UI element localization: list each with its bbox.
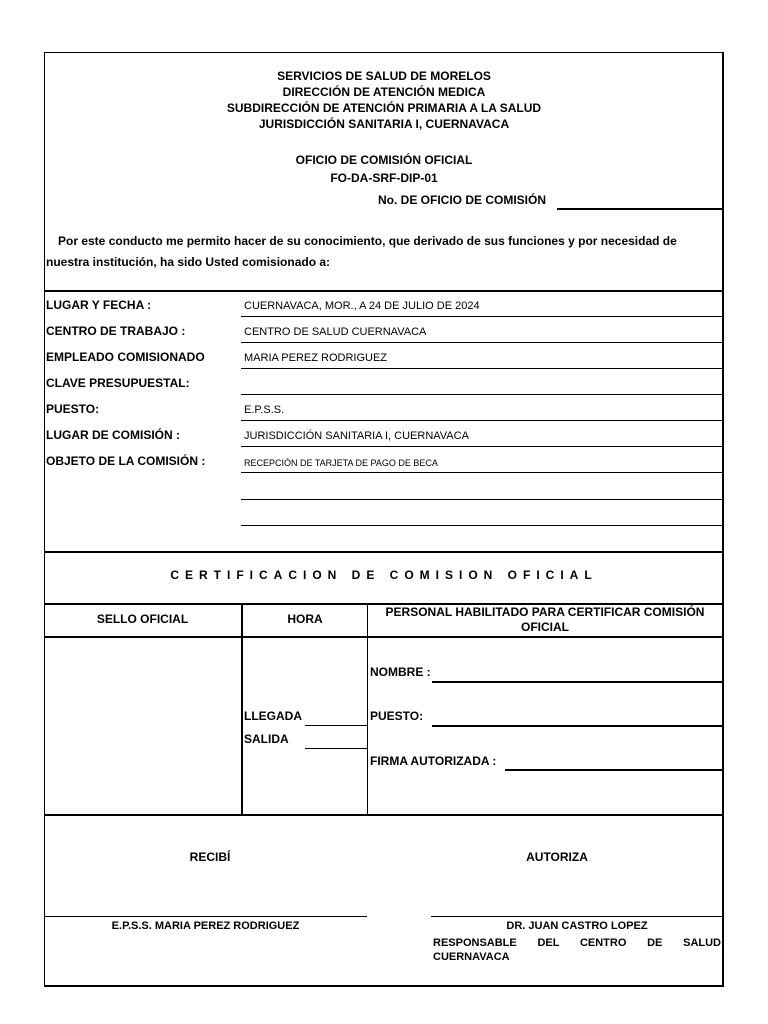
- intro-line-2: nuestra institución, ha sido Usted comisionado a:: [46, 255, 331, 269]
- departure-line[interactable]: [305, 748, 367, 749]
- fields-top-border: [44, 290, 724, 292]
- authorize-role-line-1: RESPONSABLE DEL CENTRO DE SALUD: [433, 937, 721, 949]
- field-label: EMPLEADO COMISIONADO: [46, 350, 205, 364]
- header-line-3: SUBDIRECCIÓN DE ATENCIÓN PRIMARIA A LA SALUD: [226, 101, 542, 115]
- departure-label: SALIDA: [244, 732, 289, 746]
- field-underline: [241, 446, 723, 447]
- field-underline: [241, 394, 723, 395]
- signature-line[interactable]: [505, 769, 723, 771]
- document-code: FO-DA-SRF-DIP-01: [330, 171, 438, 185]
- cert-top-border: [44, 551, 724, 553]
- header-line-4: JURISDICCIÓN SANITARIA I, CUERNAVACA: [258, 117, 510, 131]
- received-signature-line[interactable]: [44, 916, 367, 917]
- authorize-role: [433, 936, 721, 964]
- position-label: PUESTO:: [370, 709, 424, 723]
- intro-line-1: Por este conducto me permito hacer de su conocimiento, que derivado de sus funciones y por necesidad de: [58, 234, 677, 248]
- authorize-label: AUTORIZA: [526, 850, 588, 864]
- received-name: E.P.S.S. MARIA PEREZ RODRIGUEZ: [111, 920, 300, 932]
- field-underline: [241, 316, 723, 317]
- col-seal-header: SELLO OFICIAL: [96, 612, 189, 626]
- cert-title: CERTIFICACION DE COMISION OFICIAL: [170, 568, 598, 582]
- field-label: LUGAR DE COMISIÓN :: [46, 428, 180, 442]
- field-value[interactable]: CUERNAVACA, MOR., A 24 DE JULIO DE 2024: [244, 300, 480, 312]
- field-underline: [241, 368, 723, 369]
- document-title-block: [44, 152, 724, 186]
- field-value[interactable]: RECEPCIÓN DE TARJETA DE PAGO DE BECA: [244, 458, 438, 468]
- authorize-signature-line[interactable]: [431, 916, 723, 917]
- name-line[interactable]: [432, 681, 723, 683]
- col-hour-header: HORA: [287, 612, 323, 626]
- received-label: RECIBÍ: [189, 850, 231, 864]
- objeto-extra-line-2[interactable]: [241, 525, 723, 526]
- cert-bottom-border: [44, 814, 724, 816]
- col-personal-header: [368, 605, 722, 635]
- field-value[interactable]: CENTRO DE SALUD CUERNAVACA: [244, 326, 427, 338]
- field-value[interactable]: E.P.S.S.: [244, 404, 285, 416]
- cert-col-divider-1: [241, 603, 243, 815]
- field-label: LUGAR Y FECHA :: [46, 298, 152, 312]
- authorize-role-line-2: CUERNAVACA: [433, 951, 510, 963]
- frame-left: [44, 52, 45, 986]
- objeto-extra-right-tick: [722, 474, 723, 526]
- arrival-label: LLEGADA: [244, 709, 302, 723]
- position-line[interactable]: [432, 725, 723, 727]
- field-underline: [241, 420, 723, 421]
- name-label: NOMBRE :: [370, 665, 431, 679]
- frame-top: [44, 52, 724, 53]
- signature-label: FIRMA AUTORIZADA :: [370, 754, 497, 768]
- col-personal-header-line-2: OFICIAL: [521, 620, 569, 634]
- field-label: CLAVE PRESUPUESTAL:: [46, 376, 190, 390]
- frame-bottom: [44, 985, 724, 987]
- field-label: PUESTO:: [46, 402, 100, 416]
- field-label: OBJETO DE LA COMISIÓN :: [46, 454, 206, 468]
- field-value[interactable]: JURISDICCIÓN SANITARIA I, CUERNAVACA: [244, 430, 469, 442]
- authorize-name: DR. JUAN CASTRO LOPEZ: [506, 920, 648, 932]
- header-line-1: SERVICIOS DE SALUD DE MORELOS: [277, 69, 491, 83]
- field-underline: [241, 342, 723, 343]
- cert-header-bottom: [44, 636, 724, 638]
- field-underline: [241, 472, 723, 473]
- arrival-line[interactable]: [305, 725, 367, 726]
- objeto-extra-line-1[interactable]: [241, 499, 723, 500]
- document-header: [44, 68, 724, 132]
- document-title: OFICIO DE COMISIÓN OFICIAL: [295, 153, 473, 167]
- header-line-2: DIRECCIÓN DE ATENCIÓN MEDICA: [282, 85, 486, 99]
- oficio-number-label: No. DE OFICIO DE COMISIÓN: [378, 193, 547, 207]
- col-personal-header-line-1: PERSONAL HABILITADO PARA CERTIFICAR COMISIÓN: [385, 605, 705, 619]
- oficio-number-line[interactable]: [557, 208, 723, 210]
- field-label: CENTRO DE TRABAJO :: [46, 324, 186, 338]
- field-value[interactable]: MARIA PEREZ RODRIGUEZ: [244, 352, 388, 364]
